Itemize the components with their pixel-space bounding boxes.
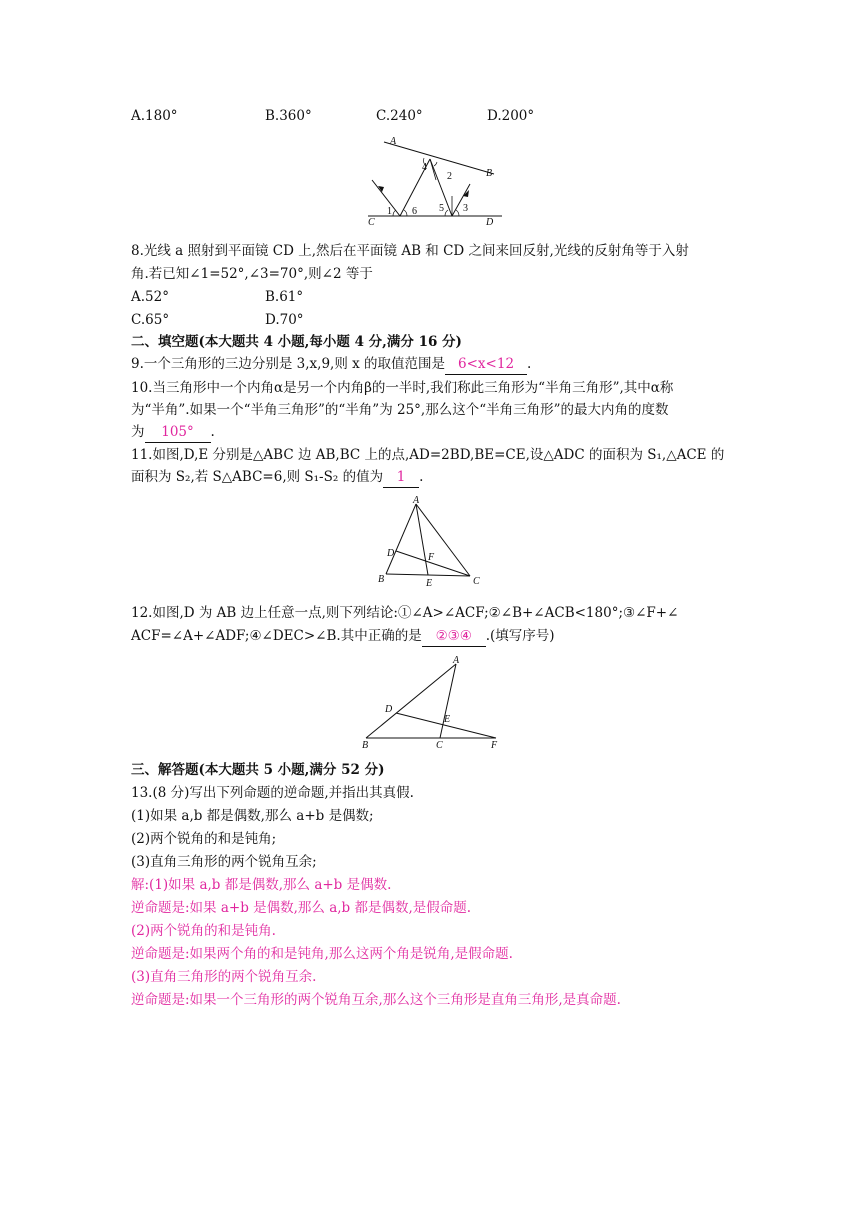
fig1-angle-2: 2: [447, 171, 452, 182]
fig1-angle-5: 5: [439, 203, 444, 214]
q9-stem: 9.一个三角形的三边分别是 3,x,9,则 x 的取值范围是: [131, 356, 446, 372]
q7-option-d: D.200°: [487, 108, 535, 124]
fig1-label-c: C: [368, 217, 375, 228]
q10-line3-start: 为: [131, 424, 145, 440]
q13-item-2: (2)两个锐角的和是钝角;: [131, 831, 277, 847]
q7-option-c: C.240°: [376, 108, 423, 124]
q13-solution-line6: 逆命题是:如果一个三角形的两个锐角互余,那么这个三角形是直角三角形,是真命题.: [131, 992, 621, 1008]
q13-solution-line2: 逆命题是:如果 a+b 是偶数,那么 a,b 都是偶数,是假命题.: [131, 900, 472, 916]
fig3-label-c: C: [436, 740, 443, 751]
triangle-abc-figure: [376, 494, 486, 589]
q9-end: .: [527, 356, 532, 372]
section-solution-title: 三、解答题(本大题共 5 小题,满分 52 分): [131, 762, 385, 778]
section-fill-in-title: 二、填空题(本大题共 4 小题,每小题 4 分,满分 16 分): [131, 334, 462, 350]
triangle-dbf-figure: [360, 652, 510, 750]
q12-line1: 12.如图,D 为 AB 边上任意一点,则下列结论:①∠A>∠ACF;②∠B+∠ACB<180°;③∠F+∠: [131, 605, 679, 621]
q11-answer: 1: [383, 467, 419, 488]
q8-option-d: D.70°: [265, 312, 304, 328]
fig1-label-d: D: [486, 217, 494, 228]
q12-line2: [131, 626, 555, 647]
q10-end: .: [210, 424, 215, 440]
q10-answer: 105°: [145, 422, 211, 443]
q13-stem: 13.(8 分)写出下列命题的逆命题,并指出其真假.: [131, 785, 414, 801]
q13-solution-line4: 逆命题是:如果两个角的和是钝角,那么这两个角是锐角,是假命题.: [131, 946, 513, 962]
q8-stem-line1: 8.光线 a 照射到平面镜 CD 上,然后在平面镜 AB 和 CD 之间来回反射,光线的反射角等于入射: [131, 243, 689, 259]
mirror-reflection-figure: [360, 134, 510, 234]
q12-line2-stem: ACF=∠A+∠ADF;④∠DEC>∠B.其中正确的是: [131, 628, 422, 644]
fig2-label-a: A: [413, 495, 420, 506]
fig1-angle-6: 6: [412, 206, 417, 217]
q12-answer: ②③④: [422, 626, 486, 647]
fig2-label-d: D: [387, 548, 395, 559]
fig3-label-e: E: [444, 714, 451, 725]
q10-line2: 为“半角”.如果一个“半角三角形”的“半角”为 25°,那么这个“半角三角形”的最大内角的度数: [131, 402, 669, 418]
q10-line1: 10.当三角形中一个内角α是另一个内角β的一半时,我们称此三角形为“半角三角形”,其中α称: [131, 380, 674, 396]
fig3-label-b: B: [362, 740, 369, 751]
fig3-label-a: A: [453, 655, 460, 666]
q8-stem-line2: 角.若已知∠1=52°,∠3=70°,则∠2 等于: [131, 266, 373, 282]
q13-item-1: (1)如果 a,b 都是偶数,那么 a+b 是偶数;: [131, 808, 374, 824]
fig1-angle-1: 1: [387, 206, 392, 217]
q13-item-3: (3)直角三角形的两个锐角互余;: [131, 854, 317, 870]
q7-option-b: B.360°: [265, 108, 312, 124]
q13-solution-line5: (3)直角三角形的两个锐角互余.: [131, 969, 317, 985]
fig2-label-c: C: [473, 576, 480, 587]
q7-option-a: A.180°: [131, 108, 178, 124]
fig1-label-a: A: [390, 136, 397, 147]
fig1-angle-4: 4: [422, 162, 427, 173]
fig3-label-f: F: [491, 740, 498, 751]
fig2-label-e: E: [426, 578, 433, 589]
q9-answer: 6<x<12: [445, 354, 527, 375]
q11-line2: [131, 467, 423, 488]
q10-line3: [131, 422, 215, 443]
q13-solution-line3: (2)两个锐角的和是钝角.: [131, 923, 276, 939]
fig2-label-f: F: [428, 552, 435, 563]
q8-option-a: A.52°: [131, 289, 169, 305]
fig1-angle-3: 3: [463, 203, 468, 214]
fig1-label-b: B: [486, 168, 493, 179]
q8-option-b: B.61°: [265, 289, 304, 305]
q12-end: .(填写序号): [485, 628, 555, 644]
q13-solution-line1: 解:(1)如果 a,b 都是偶数,那么 a+b 是偶数.: [131, 877, 392, 893]
fig3-label-d: D: [385, 704, 393, 715]
q11-line2-stem: 面积为 S₂,若 S△ABC=6,则 S₁-S₂ 的值为: [131, 469, 384, 485]
q9: [131, 354, 531, 375]
q8-option-c: C.65°: [131, 312, 170, 328]
q11-line1: 11.如图,D,E 分别是△ABC 边 AB,BC 上的点,AD=2BD,BE=CE,设△ADC 的面积为 S₁,△ACE 的: [131, 447, 725, 463]
q11-end: .: [419, 469, 424, 485]
fig2-label-b: B: [378, 574, 385, 585]
